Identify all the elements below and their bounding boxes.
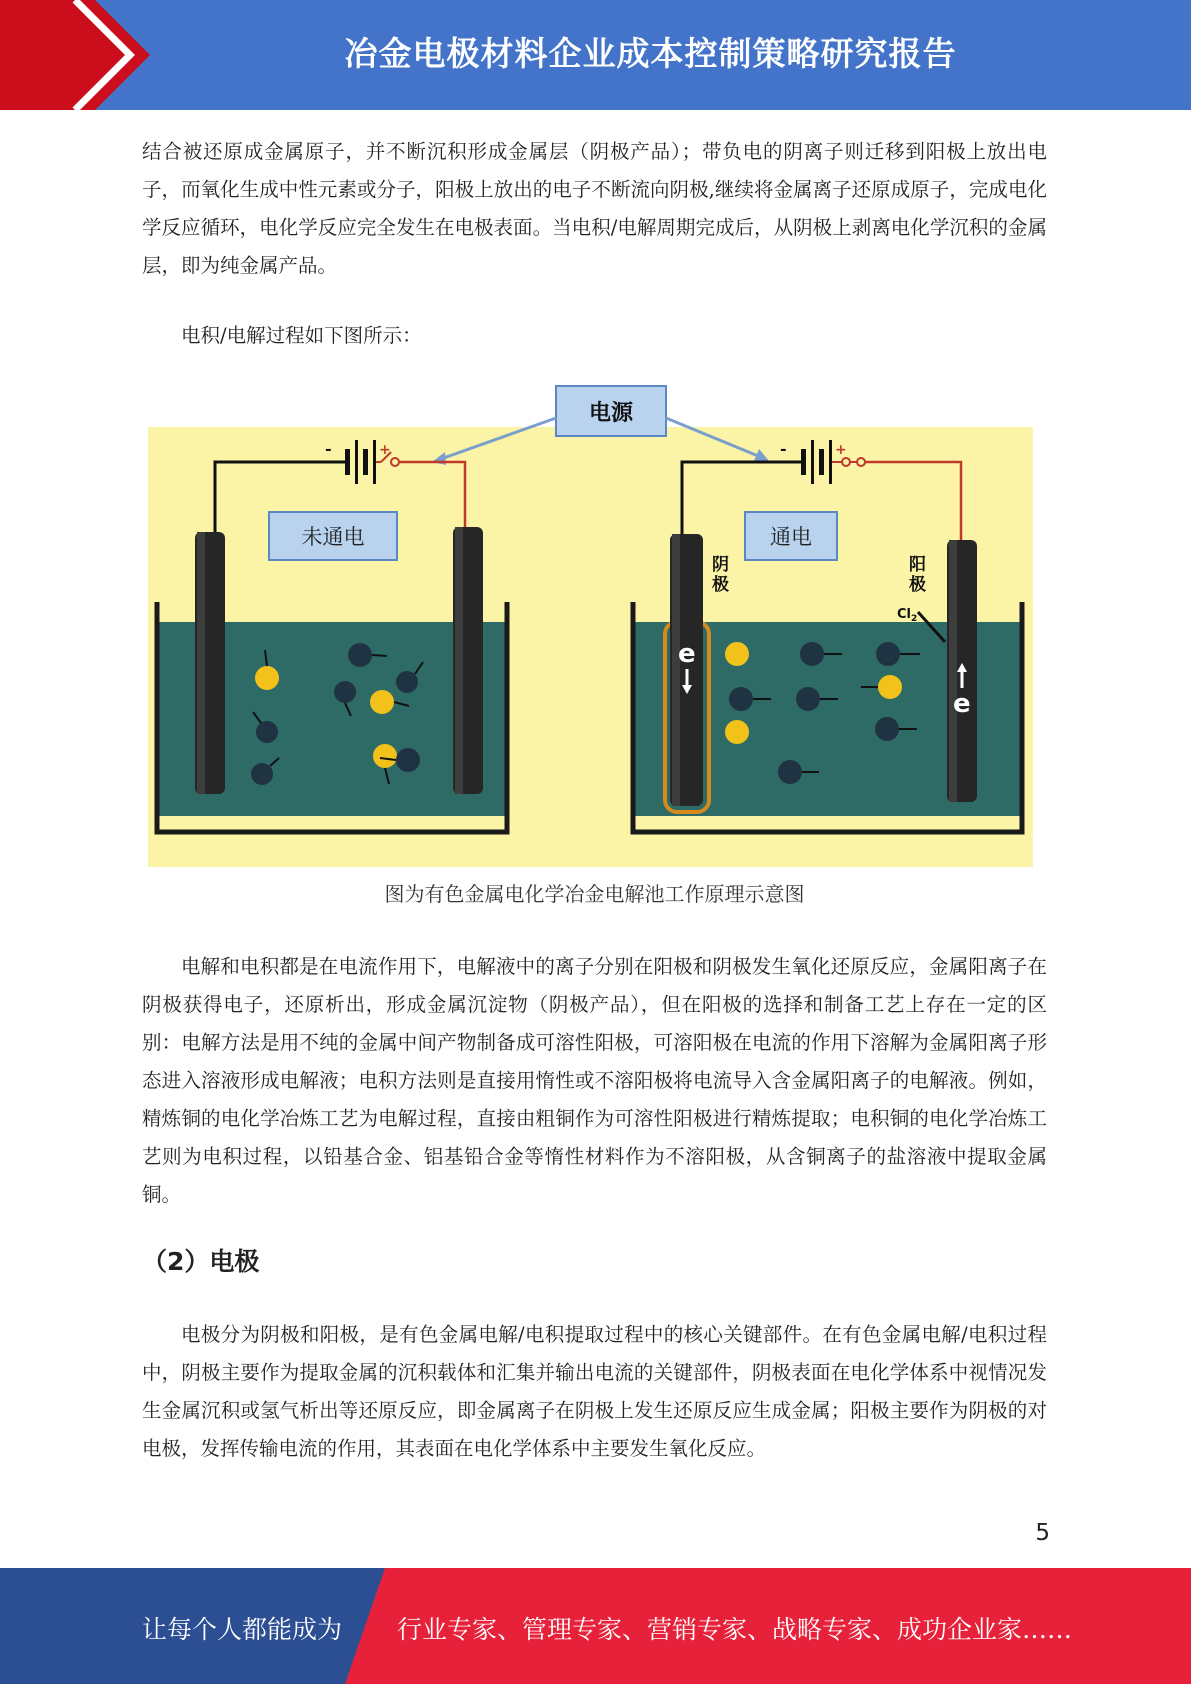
anion-ion (729, 687, 753, 711)
anion-ion (796, 687, 820, 711)
footer-slogan-left: 让每个人都能成为 (142, 1615, 343, 1644)
svg-text:极: 极 (712, 575, 729, 595)
cation-ion (878, 675, 902, 699)
anion-ion (396, 671, 418, 693)
header-wedge-decoration (0, 0, 150, 110)
cathode-label (712, 555, 729, 595)
left-state-label: 未通电 (301, 525, 365, 549)
cation-ion (255, 666, 279, 690)
electron-label-cathode: e (678, 639, 696, 669)
cation-ion (725, 642, 749, 666)
svg-text:-: - (780, 439, 787, 458)
power-label: 电源 (588, 401, 634, 426)
paragraph-3: 电解和电积都是在电流作用下，电解液中的离子分别在阳极和阴极发生氧化还原反应，金属阳离子在阴极获得电子，还原析出，形成金属沉淀物（阴极产品），但在阳极的选择和制备工艺上存在一定的区别：电解方法是用不纯的金属中间产物制备成可溶性阳极，可溶阳极在电流的作用下溶解为金属阳离子形态进入溶液形成电解液；电积方法则是直接用惰性或不溶阳极将电流导入含金属阳离子的电解液。例如，精炼铜的电化学冶炼工艺为电解过程，直接由粗铜作为可溶性阳极进行精炼提取；电积铜的电化学冶炼工艺则为电积过程，以铅基合金、铝基铅合金等惰性材料作为不溶阳极，从含铜离子的盐溶液中提取金属铜。 (142, 955, 1047, 1206)
anion-ion (348, 643, 372, 667)
svg-text:阳: 阳 (909, 555, 926, 575)
electrolysis-diagram (145, 382, 1035, 870)
footer-slogan-right: 行业专家、管理专家、营销专家、战略专家、成功企业家…… (397, 1615, 1073, 1644)
anion-ion (875, 717, 899, 741)
svg-text:阴: 阴 (712, 555, 729, 575)
electron-label-anode: e (953, 689, 971, 719)
section-heading: （2）电极 (142, 1247, 260, 1276)
anion-ion (876, 642, 900, 666)
paragraph-4: 电极分为阴极和阳极，是有色金属电解/电积提取过程中的核心关键部件。在有色金属电解/电积过程中，阴极主要作为提取金属的沉积载体和汇集并输出电流的关键部件，阴极表面在电化学体系中视情况发生金属沉积或氢气析出等还原反应，即金属离子在阴极上发生还原反应生成金属；阳极主要作为阴极的对电极，发挥传输电流的作用，其表面在电化学体系中主要发生氧化反应。 (142, 1323, 1047, 1460)
anion-ion (251, 763, 273, 785)
paragraph-1: 结合被还原成金属原子，并不断沉积形成金属层（阴极产品）；带负电的阴离子则迁移到阳极上放出电子，而氧化生成中性元素或分子，阳极上放出的电子不断流向阴极,继续将金属离子还原成原子，完成电化学反应循环，电化学反应完全发生在电极表面。当电积/电解周期完成后，从阴极上剥离电化学沉积的金属层，即为纯金属产品。 (142, 140, 1047, 277)
anion-ion (396, 748, 420, 772)
svg-text:极: 极 (909, 575, 926, 595)
page-header (0, 0, 1191, 110)
cation-ion (370, 690, 394, 714)
figure-caption: 图为有色金属电化学冶金电解池工作原理示意图 (384, 882, 805, 906)
report-title: 冶金电极材料企业成本控制策略研究报告 (344, 34, 957, 73)
page-footer (0, 1568, 1191, 1684)
anion-ion (800, 642, 824, 666)
cation-ion (725, 720, 749, 744)
right-state-label: 通电 (770, 525, 812, 549)
page-number: 5 (1035, 1520, 1050, 1546)
svg-text:+: + (379, 442, 391, 458)
paragraph-2: 电积/电解过程如下图所示： (181, 324, 422, 347)
anion-ion (256, 721, 278, 743)
chlorine-gas-label: $Cl_2$ (897, 607, 918, 624)
anion-ion (778, 760, 802, 784)
svg-text:+: + (835, 442, 847, 458)
anode-label (909, 555, 926, 595)
svg-text:-: - (325, 439, 332, 458)
cation-ion (373, 744, 397, 768)
anion-ion (334, 681, 356, 703)
